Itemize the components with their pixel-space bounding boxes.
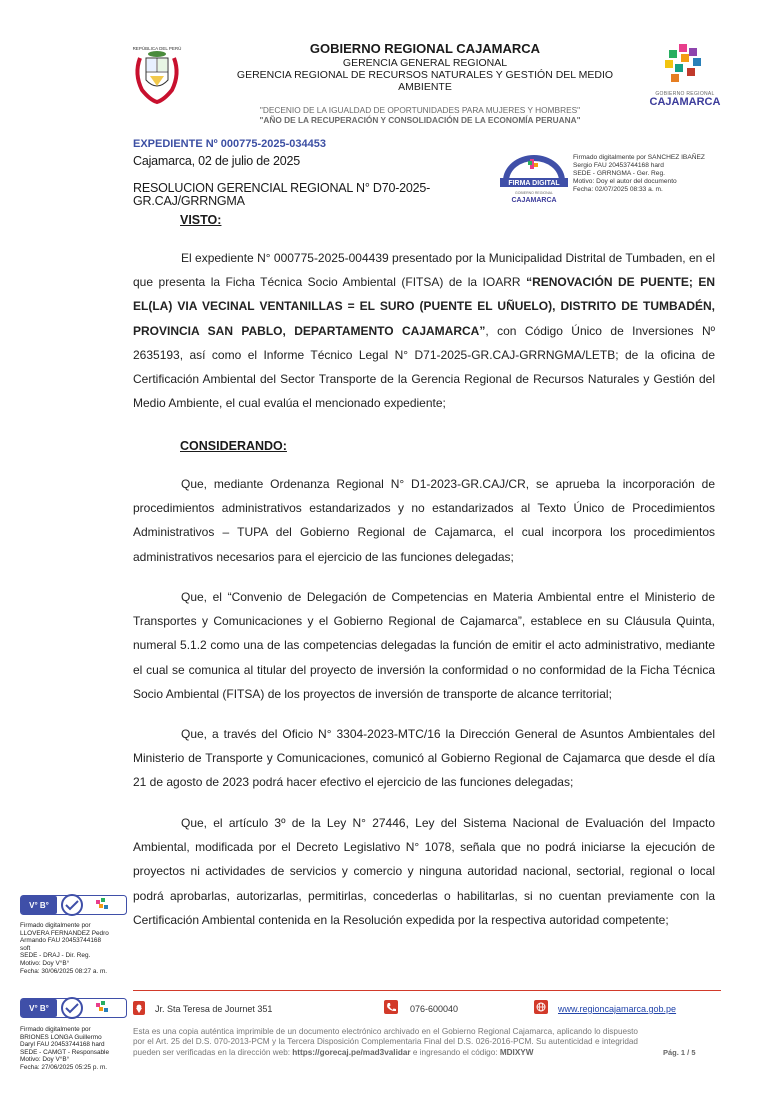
considerando-paragraph-4: Que, el artículo 3º de la Ley N° 27446, Ley del Sistema Nacional de Evaluación del Impacto Ambiental, modificada por el Decreto Legislativo N° 1078, señala que no podrá iniciarse la ejecución de proyectos ni actividades de servicios y comercio y ninguna autoridad nacional, sectorial, regional o local podrá aprobarlas, autorizarlas, permitirlas, concederlas o habilitarlas, si no cuentan previamente con la Certificación Ambiental contenida en la Resolución expedida por la respectiva autoridad competente; bbox=[133, 816, 715, 927]
visto-heading: VISTO: bbox=[180, 213, 222, 227]
vb-label: V° B° bbox=[29, 901, 49, 910]
vb-stamp-1-info bbox=[20, 922, 128, 975]
vb-line: Daryl FAU 20453744168 hard bbox=[20, 1041, 105, 1049]
vb-line: Armando FAU 20453744168 bbox=[20, 937, 102, 945]
considerando-paragraph-2: Que, el “Convenio de Delegación de Competencias en Materia Ambiental entre el Ministerio de Transportes y Comunicaciones y el Gobierno Regional de Cajamarca”, establece en su Cláusula Quinta, numeral 5.1.2 como una de las competencias delegadas la función de emitir el acto administrativo, mediante el cual se comunica al titular del proyecto de inversión la conformidad o no conformidad de la Ficha Técnica Socio Ambiental (FITSA) de los proyectos de inversión de transporte de alcance territorial; bbox=[133, 590, 715, 701]
cajamarca-logo bbox=[645, 42, 725, 106]
resolution-title: RESOLUCION GERENCIAL REGIONAL N° D70-2025-GR.CAJ/GRRNGMA bbox=[133, 181, 431, 208]
web-globe-icon bbox=[534, 1000, 548, 1019]
verification-code: MDIXYW bbox=[499, 1047, 534, 1057]
signature-line: SEDE - GRRNGMA - Ger. Reg. bbox=[573, 170, 665, 177]
vb-line: SEDE - CAMGT - Responsable bbox=[20, 1048, 110, 1056]
vb-line: Fecha: 27/06/2025 05:25 p. m. bbox=[20, 1063, 108, 1071]
considerando-paragraph-3: Que, a través del Oficio N° 3304-2023-MTC/16 la Dirección General de Asuntos Ambientales del Ministerio de Transporte y Comunicaciones, comunicó al Gobierno Regional de Cajamarca que desde el día 21 de agosto de 2023 podrá hacer efectivo el ejercicio de las funciones delegadas; bbox=[133, 727, 715, 790]
badge-name-text: CAJAMARCA bbox=[511, 197, 557, 204]
logo-small-text: GOBIERNO REGIONAL bbox=[655, 91, 715, 97]
considerando-paragraph-1: Que, mediante Ordenanza Regional N° D1-2023-GR.CAJ/CR, se aprueba la incorporación de procedimientos administrativos estandarizados y no estandarizados al Texto Único de Procedimientos Administrativos – TUPA del Gobierno Regional de Cajamarca, el cual incorpora los procedimientos administrativos necesarios para el ejercicio de las funciones delegadas; bbox=[133, 477, 715, 564]
visto-project-name: “RENOVACIÓN DE PUENTE; EN EL(LA) VIA VECINAL VENTANILLAS = EL SURO (PUENTE EL UÑUELO), DISTRITO DE TUMBADÉN, PROVINCIA SAN PABLO, DEPARTAMENTO CAJAMARCA” bbox=[133, 275, 716, 338]
badge-sub-text: GOBIERNO REGIONAL bbox=[515, 191, 553, 195]
firma-digital-label: FIRMA DIGITAL bbox=[508, 180, 560, 187]
firma-digital-badge bbox=[497, 151, 571, 205]
footer-address: Jr. Sta Teresa de Journet 351 bbox=[155, 1004, 273, 1014]
vb-line: Motivo: Doy V°B° bbox=[20, 959, 70, 967]
org-name: GOBIERNO REGIONAL CAJAMARCA bbox=[309, 41, 541, 56]
vb-line: BRIONES LONGA Guillermo bbox=[20, 1033, 102, 1041]
vb-line: Firmado digitalmente por bbox=[20, 922, 91, 929]
phone-icon bbox=[384, 1000, 398, 1019]
vb-line: LLOVERA FERNANDEZ Pedro bbox=[20, 929, 109, 937]
vb-line: Motivo: Doy V°B° bbox=[20, 1056, 70, 1064]
footer-phone: 076-600040 bbox=[410, 1004, 459, 1014]
vb-label: V° B° bbox=[29, 1004, 49, 1013]
footer-divider bbox=[133, 990, 721, 991]
signature-line: Motivo: Doy el autor del documento bbox=[573, 178, 677, 185]
visto-text-rest: , con Código Único de Inversiones Nº 2635193, así como el Informe Técnico Legal N° D71-2025-GR.CAJ-GRRNGMA/LETB; de la oficina de Certificación Ambiental del Sector Transporte de la Gerencia Regional de Recursos Naturales y Gestión del Medio Ambiente, el cual evalúa el mencionado expediente; bbox=[133, 323, 715, 411]
verify-url[interactable]: https://gorecaj.pe/mad3validar bbox=[292, 1047, 411, 1057]
footer-authenticity-note bbox=[133, 1027, 638, 1058]
slogan-2: "AÑO DE LA RECUPERACIÓN Y CONSOLIDACIÓN DE LA ECONOMÍA PERUANA" bbox=[259, 114, 581, 125]
slogan-1: "DECENIO DE LA IGUALDAD DE OPORTUNIDADES PARA MUJERES Y HOMBRES" bbox=[259, 105, 581, 115]
visto-text: El expediente N° 000775-2025-004439 presentado por la Municipalidad Distrital de Tumbaden, en el que presenta la Ficha Técnica Socio Ambiental (FITSA) de la IOARR bbox=[133, 251, 715, 290]
header-sub1: GERENCIA GENERAL REGIONAL bbox=[342, 56, 508, 69]
note-text: Esta es una copia auténtica imprimible de un documento electrónico archivado en el Gobierno Regional Cajamarca, aplicando lo dispuesto por el Art. 25 del D.S. 070-2013-PCM y la Tercera Disposición Complementaria Final del D.S. 026-2016-PCM. Su autenticidad e integridad pueden ser verificadas en la dirección web: bbox=[133, 1027, 638, 1057]
peru-coat-of-arms bbox=[130, 44, 184, 106]
vb-line: SEDE - DRAJ - Dir. Reg. bbox=[20, 952, 91, 960]
footer-web-link[interactable]: www.regioncajamarca.gob.pe bbox=[558, 1004, 677, 1014]
signature-line: Sergio FAU 20453744168 hard bbox=[573, 162, 664, 169]
svg-text:REPÚBLICA DEL PERÚ: REPÚBLICA DEL PERÚ bbox=[132, 46, 182, 51]
vb-line: Firmado digitalmente por bbox=[20, 1026, 91, 1033]
expediente-number: EXPEDIENTE Nº 000775-2025-034453 bbox=[133, 138, 326, 150]
signature-info bbox=[573, 154, 733, 194]
slogans bbox=[180, 106, 660, 125]
vb-line: Fecha: 30/06/2025 08:27 a. m. bbox=[20, 967, 108, 975]
signature-line: Firmado digitalmente por SANCHEZ IBAÑEZ bbox=[573, 154, 705, 161]
note-text-2: e ingresando el código: bbox=[410, 1047, 500, 1057]
signature-line: Fecha: 02/07/2025 08:33 a. m. bbox=[573, 186, 663, 193]
document-date: Cajamarca, 02 de julio de 2025 bbox=[133, 154, 301, 168]
location-icon bbox=[133, 1001, 145, 1020]
considerando-heading: CONSIDERANDO: bbox=[180, 439, 287, 453]
visto-paragraph bbox=[133, 246, 715, 415]
page-number: Pág. 1 / 5 bbox=[663, 1048, 696, 1057]
header-sub2: GERENCIA REGIONAL DE RECURSOS NATURALES Y GESTIÓN DEL MEDIO AMBIENTE bbox=[236, 69, 614, 94]
header-block bbox=[225, 42, 625, 93]
logo-name-text: CAJAMARCA bbox=[649, 96, 721, 108]
vb-stamp-1 bbox=[20, 893, 127, 917]
vb-stamp-2 bbox=[20, 996, 127, 1020]
vb-stamp-2-info bbox=[20, 1026, 128, 1072]
vb-line: soft bbox=[20, 944, 31, 952]
